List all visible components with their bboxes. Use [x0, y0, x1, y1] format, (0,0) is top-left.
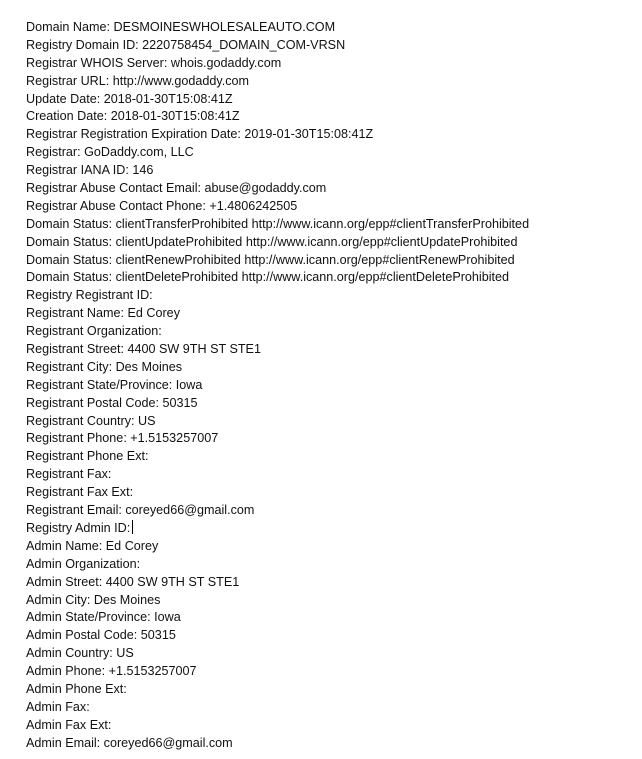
text-line — [26, 645, 529, 663]
text-line — [26, 556, 529, 574]
line-text: Registrant Fax Ext: — [26, 485, 134, 500]
text-line — [26, 144, 529, 162]
line-text: Domain Status: clientRenewProhibited http://www.icann.org/epp#clientRenewProhibited — [26, 252, 515, 267]
line-text: Admin Postal Code: 50315 — [26, 628, 176, 643]
line-text: Domain Status: clientUpdateProhibited http://www.icann.org/epp#clientUpdateProhibited — [26, 234, 518, 249]
text-line — [26, 252, 529, 270]
line-text: Creation Date: 2018-01-30T15:08:41Z — [26, 109, 240, 124]
text-line — [26, 180, 529, 198]
text-line — [26, 341, 529, 359]
text-line — [26, 574, 529, 592]
text-line — [26, 627, 529, 645]
line-text: Registrant Organization: — [26, 324, 162, 339]
text-line — [26, 323, 529, 341]
line-text: Admin Phone: +1.5153257007 — [26, 664, 197, 679]
line-text: Registrant Postal Code: 50315 — [26, 395, 198, 410]
line-text: Registrant Street: 4400 SW 9TH ST STE1 — [26, 342, 261, 357]
text-cursor — [132, 520, 133, 534]
text-line — [26, 609, 529, 627]
text-line — [26, 538, 529, 556]
text-line — [26, 395, 529, 413]
text-line — [26, 413, 529, 431]
line-text: Admin Fax Ext: — [26, 717, 112, 732]
line-text: Domain Name: DESMOINESWHOLESALEAUTO.COM — [26, 20, 336, 34]
text-line — [26, 73, 529, 91]
line-text: Registrar URL: http://www.godaddy.com — [26, 73, 250, 88]
line-text: Registrant City: Des Moines — [26, 359, 183, 374]
text-line — [26, 430, 529, 448]
line-text: Registrant Email: coreyed66@gmail.com — [26, 503, 255, 518]
text-line — [26, 448, 529, 466]
line-text: Admin Email: coreyed66@gmail.com — [26, 735, 233, 750]
line-text: Admin City: Des Moines — [26, 592, 161, 607]
line-text: Admin Organization: — [26, 556, 141, 571]
text-line — [26, 162, 529, 180]
text-line — [26, 466, 529, 484]
line-text: Registry Domain ID: 2220758454_DOMAIN_COM-VRSN — [26, 37, 346, 52]
whois-record-text[interactable] — [26, 19, 529, 753]
line-text: Registrar IANA ID: 146 — [26, 163, 154, 178]
text-line — [26, 234, 529, 252]
line-text: Registrant State/Province: Iowa — [26, 377, 203, 392]
text-line — [26, 126, 529, 144]
line-text: Admin Country: US — [26, 646, 134, 661]
text-line — [26, 37, 529, 55]
text-line — [26, 359, 529, 377]
text-line — [26, 377, 529, 395]
line-text: Registrar Abuse Contact Phone: +1.4806242505 — [26, 198, 298, 213]
line-text: Domain Status: clientDeleteProhibited http://www.icann.org/epp#clientDeleteProhibited — [26, 270, 510, 285]
text-line — [26, 484, 529, 502]
text-line — [26, 735, 529, 753]
line-text: Registrant Name: Ed Corey — [26, 306, 180, 321]
text-line — [26, 108, 529, 126]
text-line — [26, 681, 529, 699]
line-text: Registrar WHOIS Server: whois.godaddy.com — [26, 55, 282, 70]
line-text: Registrant Fax: — [26, 467, 112, 482]
line-text: Domain Status: clientTransferProhibited http://www.icann.org/epp#clientTransferProhibited — [26, 216, 530, 231]
line-text: Admin Name: Ed Corey — [26, 538, 159, 553]
text-line — [26, 55, 529, 73]
text-line — [26, 305, 529, 323]
text-line — [26, 520, 529, 538]
line-text: Registrant Phone Ext: — [26, 449, 149, 464]
text-line — [26, 592, 529, 610]
text-line — [26, 663, 529, 681]
text-line — [26, 287, 529, 305]
line-text: Update Date: 2018-01-30T15:08:41Z — [26, 91, 233, 106]
text-line — [26, 717, 529, 735]
text-line — [26, 216, 529, 234]
line-text: Admin Fax: — [26, 699, 90, 714]
line-text: Registry Admin ID: — [26, 520, 131, 535]
text-line — [26, 91, 529, 109]
line-text: Admin Street: 4400 SW 9TH ST STE1 — [26, 574, 240, 589]
line-text: Admin Phone Ext: — [26, 681, 127, 696]
text-line — [26, 502, 529, 520]
line-text: Registry Registrant ID: — [26, 288, 153, 303]
line-text: Admin State/Province: Iowa — [26, 610, 181, 625]
text-line — [26, 269, 529, 287]
text-line — [26, 699, 529, 717]
line-text: Registrar: GoDaddy.com, LLC — [26, 145, 194, 160]
text-line — [26, 198, 529, 216]
line-text: Registrant Phone: +1.5153257007 — [26, 431, 219, 446]
line-text: Registrant Country: US — [26, 413, 156, 428]
line-text: Registrar Registration Expiration Date: 2019-01-30T15:08:41Z — [26, 127, 374, 142]
line-text: Registrar Abuse Contact Email: abuse@godaddy.com — [26, 181, 327, 196]
text-line — [26, 19, 529, 37]
